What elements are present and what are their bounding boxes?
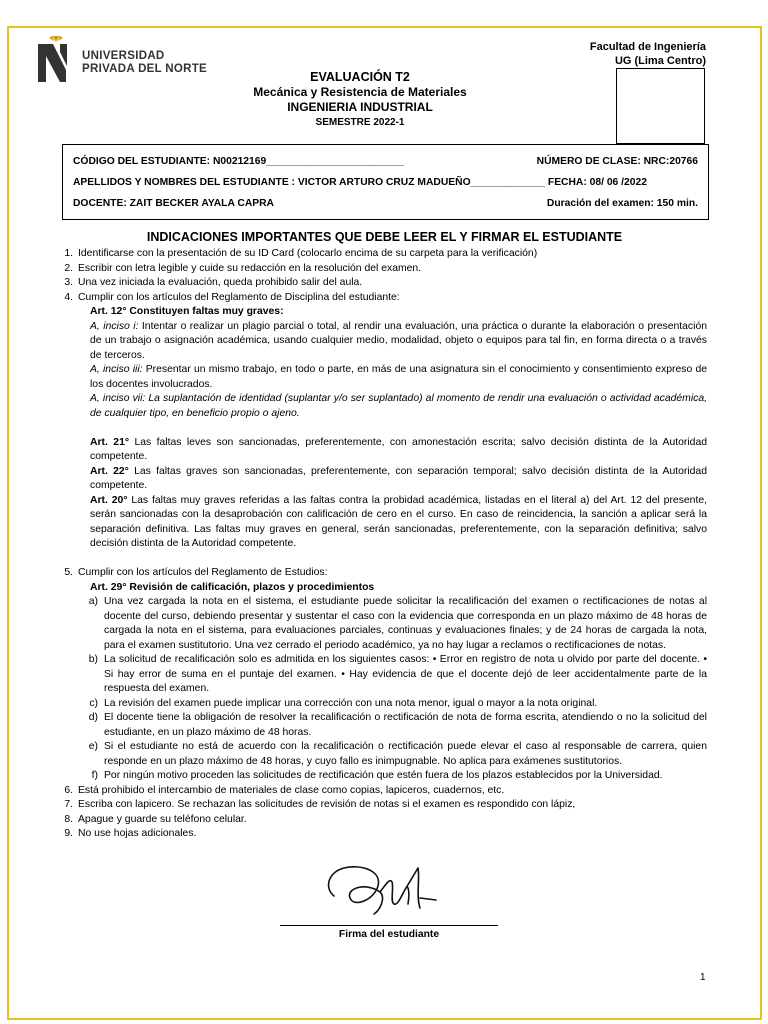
instructions-list <box>56 247 707 842</box>
item-text: Identificarse con la presentación de su ID Card (colocarlo encima de su carpeta para la verificación) <box>78 248 538 259</box>
sub-item <box>56 595 707 653</box>
item-number: 8. <box>64 813 73 825</box>
info-row-name <box>73 176 698 190</box>
sub-item <box>56 697 707 712</box>
sub-item <box>56 740 707 769</box>
campus-name: UG (Lima Centro) <box>614 55 706 67</box>
instructions-heading: INDICACIONES IMPORTANTES QUE DEBE LEER EL Y FIRMAR EL ESTUDIANTE <box>146 230 623 244</box>
exam-title: EVALUACIÓN T2 <box>310 70 410 84</box>
sub-marker: b) <box>88 654 98 665</box>
art12-title: Art. 12° Constituyen faltas muy graves: <box>90 306 284 317</box>
sub-text: El docente tiene la obligación de resolver la recalificación o rectificación de nota de forma escrita, atendiendo o no la solicitud del estudiante, en un plazo máximo de 48 horas. <box>104 712 707 738</box>
art20-text: Las faltas muy graves referidas a las faltas contra la probidad académica, listadas en el literal a) del Art. 12 del presente, serán sancionadas con la desaprobación con calificación de cero en el curso. En caso de reincidencia, la sanción a aplicar será la separación definitiva. Las faltas muy graves en general, serán sancionadas, preferentemente, con la separación definitiva; salvo decisión distinta de la Autoridad competente. <box>90 494 707 549</box>
teacher-name: DOCENTE: ZAIT BECKER AYALA CAPRA <box>73 198 274 209</box>
list-item <box>56 291 707 306</box>
sub-text: Por ningún motivo proceden las solicitudes de rectificación que estén fuera de los plazos establecidos por la Universidad. <box>104 770 663 781</box>
sub-text: La solicitud de recalificación solo es admitida en los siguientes casos: • Error en registro de nota u olvido por parte del docente. • Si hay error de suma en el puntaje del examen. • Hay evidencia de que el docente dejó de leer accidentalmente parte de la respuesta del examen. <box>104 654 707 694</box>
art22-text: Las faltas graves son sancionadas, preferentemente, con separación temporal; salvo decisión distinta de la Autoridad competente. <box>90 465 707 491</box>
faculty-name: Facultad de Ingeniería <box>589 41 706 53</box>
list-item <box>56 566 707 581</box>
inciso-iii-label: A, inciso iii: <box>90 364 143 375</box>
signature-label: Firma del estudiante <box>338 929 440 940</box>
sub-marker: a) <box>88 596 98 607</box>
signature-area <box>280 858 498 948</box>
exam-title-block <box>200 70 520 130</box>
faculty-block <box>590 40 706 68</box>
sub-item <box>56 653 707 697</box>
item-number: 3. <box>64 277 73 288</box>
exam-duration: Duración del examen: 150 min. <box>546 198 698 209</box>
item-number: 4. <box>64 291 73 303</box>
handwritten-signature <box>320 858 440 924</box>
item-number: 2. <box>64 262 73 274</box>
sub-text: La revisión del examen puede implicar una corrección con una nota menor, igual o mayor a la nota original. <box>104 697 598 709</box>
list-item <box>56 784 707 799</box>
sub-marker: f) <box>91 770 98 781</box>
inciso-i-text: Intentar o realizar un plagio parcial o total, al rendir una evaluación, una práctica o durante la elaboración o presentación de un trabajo o asignación académica, usando cualquier medio, modalidad, objeto o equipos para tal fin, en forma directa o a través de terceros. <box>90 320 707 361</box>
inciso-iii-text: Presentar un mismo trabajo, en todo o parte, en más de una asignatura sin el conocimiento y consentimiento expreso de los docentes involucrados. <box>90 364 707 390</box>
page-number: 1 <box>700 972 706 983</box>
logo-line-1: UNIVERSIDAD <box>82 50 165 62</box>
student-code: CÓDIGO DEL ESTUDIANTE: N00212169________________________ <box>73 156 404 167</box>
inciso-i <box>56 320 707 364</box>
university-logo <box>36 36 211 86</box>
item-text: Cumplir con los artículos del Reglamento de Disciplina del estudiante: <box>78 291 400 303</box>
upn-logo-icon <box>36 36 78 84</box>
logo-wordmark <box>82 50 207 76</box>
sub-item <box>56 711 707 740</box>
item-text: Escriba con lapicero. Se rechazan las solicitudes de revisión de notas si el examen es respondido con lápiz, <box>78 799 576 810</box>
art21 <box>56 436 707 465</box>
sub-marker: e) <box>88 741 98 752</box>
sub-marker: d) <box>88 712 98 723</box>
item-text: Apague y guarde su teléfono celular. <box>78 813 247 825</box>
item-number: 5. <box>64 567 73 578</box>
list-item <box>56 247 707 262</box>
info-row-teacher <box>73 197 698 211</box>
item-number: 1. <box>64 248 73 259</box>
sub-text: Una vez cargada la nota en el sistema, el estudiante puede solicitar la recalificación del examen o rectificaciones de notas al docente del curso, debiendo presentar y sustentar el caso con la evidencia que corresponda en un plazo máximo de 48 horas de cargada la nota en el sistema, para evaluaciones parciales, continuas y evaluaciones finales; y de 24 horas de cargada la nota, para el examen sustitutorio. Una vez cerrado el periodo académico, ya no hay lugar a reclamos o rectificaciones de notas. <box>104 596 707 651</box>
signature-line <box>280 925 498 926</box>
sub-marker: c) <box>89 697 98 709</box>
list-item <box>56 276 707 291</box>
list-item <box>56 262 707 277</box>
course-name: Mecánica y Resistencia de Materiales <box>253 85 467 99</box>
item-text: Escribir con letra legible y cuide su redacción en la resolución del examen. <box>78 262 422 274</box>
art20-label: Art. 20° <box>90 494 128 506</box>
student-name: APELLIDOS Y NOMBRES DEL ESTUDIANTE : VICTOR ARTURO CRUZ MADUEÑO_____________ FECHA: 08/ 06 /2022 <box>73 177 647 188</box>
item-text: No use hojas adicionales. <box>78 828 197 839</box>
item-number: 7. <box>64 799 73 810</box>
art22-label: Art. 22° <box>90 465 129 477</box>
inciso-vii: A, inciso vii: La suplantación de identidad (suplantar y/o ser suplantado) al momento de rendir una evaluación o actividad académica, de cualquier tipo, en beneficio propio o ajeno. <box>90 393 707 419</box>
item-number: 9. <box>64 828 73 839</box>
list-item <box>56 798 707 813</box>
semester: SEMESTRE 2022-1 <box>315 117 405 128</box>
program-name: INGENIERIA INDUSTRIAL <box>287 100 433 114</box>
item-text: Está prohibido el intercambio de materiales de clase como copias, lapiceros, cuadernos, etc. <box>78 784 505 796</box>
logo-line-2: PRIVADA DEL NORTE <box>82 63 208 75</box>
art20 <box>56 494 707 552</box>
photo-box <box>616 68 705 144</box>
inciso-iii <box>56 363 707 392</box>
item-number: 6. <box>64 784 73 796</box>
art29-title: Art. 29° Revisión de calificación, plazos y procedimientos <box>90 581 375 593</box>
info-row-code <box>73 155 698 169</box>
art22 <box>56 465 707 494</box>
class-number: NÚMERO DE CLASE: NRC:20766 <box>536 156 698 167</box>
item-text: Una vez iniciada la evaluación, queda prohibido salir del aula. <box>78 277 363 288</box>
art21-label: Art. 21° <box>90 436 130 448</box>
sub-text: Si el estudiante no está de acuerdo con la recalificación o rectificación puede elevar el caso al responsable de carrera, quien responde en un plazo máximo de 48 horas, y cuyo fallo es inimpugnable. No aplica para exámenes sustitutorios. <box>104 741 707 767</box>
list-item <box>56 827 707 842</box>
art21-text: Las faltas leves son sancionadas, preferentemente, con amonestación escrita; salvo decisión distinta de la Autoridad competente. <box>90 436 707 462</box>
inciso-i-label: A, inciso i: <box>90 320 139 332</box>
student-info-box <box>62 144 709 220</box>
sub-item <box>56 769 707 784</box>
list-item <box>56 813 707 828</box>
item-text: Cumplir con los artículos del Reglamento de Estudios: <box>78 567 328 578</box>
